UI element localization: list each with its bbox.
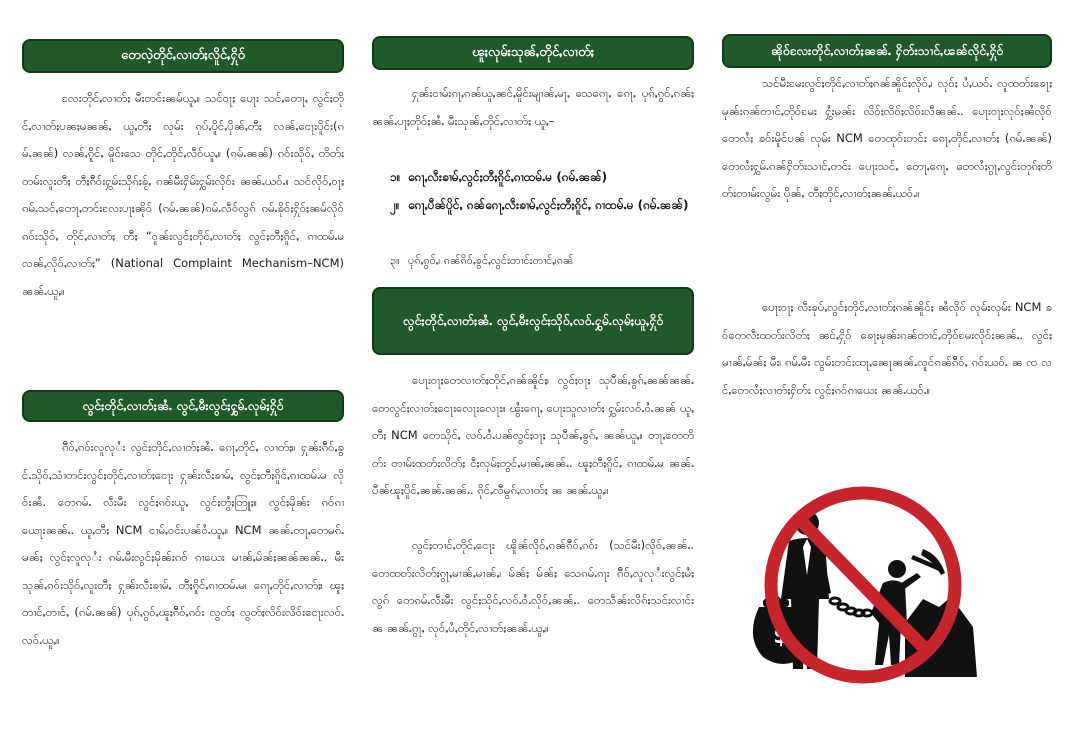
column-1 — [22, 0, 344, 740]
column-2 — [372, 0, 694, 644]
chain-icon — [830, 598, 872, 616]
section-header-right-to-complain: ၽူႈလုမ်းသုၼ်ႇတိုင်ႇလၢတ်ႈ — [372, 36, 694, 70]
section-header-who-can-complain: တေလဲ့တိုင်ႇလၢတ်ႈလိူင်ႇႁိုဝ် — [22, 39, 344, 73]
list-item: ၃။ ပုၵ်ႇၵွဝ်ႇ၊ ၵၼ်ၵိဝ်ႇၶွင်ႇလွင်းတၢင်းတၢင်ႇ၊ၵၼ် — [390, 254, 574, 267]
paragraph-process: သင်မီးမႄးလွင်ႈတိုင်ႇလၢတ်ႈၵၼ်ၼိူင်ႈလိုဝ်ႇ၊ လုဝ်ႈ ပႆႇယဝ်ႉ လူထတ်းၶေႃႈမုၼ်းၵၼ်တၢင်ႇတိုဝ်မႄး ႁွႆးမၼ်း လိဝ်ႈလိဝ်ႈလိဝ်းလီၼၼ်ႉ. ပေႃးဝႃႈလုဝ်ႈၼႆလိုဝ် တေလႆႈ ၶဝ်းမိူင်ပၼ် လုမ်း NCM တေထုဝ်းတင်း ၵေႃႇတိုင်ႇလၢတ်ႈ (ၵမ်ႉၼၼ်) တေလႆႈႁွမ်ႉၵၼ်ႁိတ်းသၢင်ႇတင်း ပေႃးသင်ႇ တေႃႇၵေႃႇ တေလႆႈၵွႃႇလွင်းတုၵ်ႈတိတ်းတၢမ်းလွမ်း ပိုၼ်ႇ တီႈတိုင်ႇလၢတ်ႈၼၼ်ႉယဝ်ႉ။ — [722, 76, 1052, 200]
eligible-complainants-list — [372, 163, 694, 275]
column-3 — [722, 0, 1052, 459]
paragraph-confidentiality: ပေႃးဝႃႈတေလၢတ်ႈတိုင်ႇၵၼ်ၼိူင်ႈ၊ လွင်ႈဝႃႈ သုပီၼ်ႇၶွၵ်ႇၼၼ်ၼၼ်ႉ တေလွင်ႈလၢတ်ႈငေႃးလေႃးလေႃး။ ၽွႆးၵေႃႇ ပေႃးသူလၢတ်ႈ ႁွမ်းလဝ်ႉဝႆႉၼၼ် ယူႇတီႈ NCM တေသိုင်ႇ လဝ်ႉဝႆႉပၼ်လွင်ႈဝႃႈ သုပီၼ်ႇၶွၵ်ႇ ၼၼ်ယူႇ။ တႃႇတေတိတ်း တၢမ်းထတ်းလိတ်ႈ ငဵႈလုမ်ႈတွင်ႇမၢၼ်ႇၼၼ်ႉ. ၽူႈတီႈၵိူင်ႇ ၵၢထမ်ႉမ ၼၼ်ႉပီၼ်ၽူႈပိူင်ႇၼၼ်ႉၼၼ်ႉ. ၵိုင်ႇလီမွၵ်ႇလၢတ်ႈ ၼ ၼၼ်ႉယူႇ။ — [372, 373, 694, 497]
svg-text:$: $ — [773, 624, 789, 649]
paragraph-protection: ၵိဵဝ်ႇၵဝ်းလူလုႆး လွင်ႈတိုင်ႇလၢတ်ႈၼႆႉ ၵေႃႇတိုင်ႇ လၢတ်ႈ။ ႁုၼ်းၵိဵဝ်ႇၶွင်ႉသိုဝ်ႇသံၢတင်းလွင်ႈတိုင်ႇလၢတ်ႈငေႃး ႁုၼ်းလဵးၶၢမ်ႇ လွင်ႈတီႈၵိူင်ႇၵၢထမ်ႉမ လိုဝ်းၼႆ. တေၵမ်ႉ လဵးမီး လွင်ႈၵဝ်းယူႇ လွင်ႈတွႆႈတြူႈ။ လွင်ႈမိုၼ်း ၵဝ်ၵၢ ယေႃးၼၼ်ႉ. ယူႇတီႈ NCM ငၢမ်ႇဝင်းပၼ်ဝႆႉယူႇ။ NCM ၼၼ်ႉတႃႇတေမၵ်ႉမၼ်ႈ လွင်ႈလူလုႆး ၵမ်ႉမီးလွင်ႈမိုၼ်းၵဝ် ၵၢယေး မၢၼ်ႇမ်ၼ်ႈၼၼ်ၼၼ်ႉ. မီးသုၼ်ႇၵဝ်းသိုဝ်ႇလူးတီႈ ႁုၼ်းလဵးၶၢမ်ႇ တီႈၵိူင်ႇၵၢထမ်ႉမ၊ ၵေႃႇတိုင်ႇလၢတ်ႈ၊ ၽူႈတၢင်ႇတၢင်ႇ (ၵမ်ႉၼၼ်) ပုၵ်ႇၵွဝ်ႇၽူႈၵိဵဝ်ႇၵဝ်း လွတ်ႈ လွတ်ႈလိဝ်းလိဝ်းငေႃးလဝ်ႉလဝ်ႉယူႇ။ — [22, 440, 344, 647]
list-item: ၂။ ၵေႃႇပီၼ်ပိူင်ႇ ၵၼ်ၵေႃႇလဵးၶၢမ်ႇလွင်ႈတီႈၵိူင်ႇ ၵၢထမ်ႉမ (ၵမ်ႉၼၼ်) — [390, 198, 689, 212]
paragraph-intro: လႄးတိုင်ႇလၢတ်ႈ မီးတင်းၼမ်ယူႇ။ သင်ဝႃႈ ပေႃး သင်ႇတေႃႇ လွင်ႈတိုင်ႇလၢတ်ႈပၼႈမၼၼ်ႇ ယူႇတီႈ လုမ်း ၵုပ်ႇပိူင်ႇပိုၼ်ႇတီႈ လၼ်ႇငေႃးပိူင်း(ၵမ်ႉၼၼ်) လၼ်ႇၵိူင်ႇ မိူင်းသေ တိုင်ႇတိုင်ႇလဵဝ်ယူႇ။ (ၵမ်ႉၼၼ်) ၵဝ်းသိုဝ်ႇ တိတ်း တမ်းလူးတီႈ တီႈၵိဵဝ်းႁွမ်းသိုၵ်းၶႂ်ႇ ၵၼ်မီးႁိမ်းႁွမ်းလိုဝ်း ၼၼ်ႉယဝ်ႉ။ သင်လိုဝ်ႇဝႃႈ ၵမ်ႉသင်ႇတေႃႇတင်းလႄးပႃႈၼိုဝ် (ၵမ်ႉၼၼ်)ၵမ်ႉလဵဝ်လွၵ် ၵမ်ႉၶိုဝ်ႈႁိုဝ်ႈၼမ်လိုဝ် ၵဝ်းသိုဝ်ႇ တိုင်ႇလၢတ်ႈ တီႈ “ဝူၼ်းလွင်ႈတိုင်ႇလၢတ်ႈ လွင်ႈတီႈၵိူင်ႇ ၵၢထမ်ႉမ လၼ်ႇလိုဝ်ႇလၢတ်ႈ” (National Complaint Mechanism–NCM) ၼၼ်ႉယူႇ။ — [22, 91, 344, 298]
section-header-protection: လွင်ႈတိုင်ႇလၢတ်ႈၼႆႉ လွင်ႇမီးလွင်ႈႁွမ်ႉလုမ်ႈႁိုဝ် — [22, 390, 344, 422]
list-item: ၁။ ၵေႃႇလဵးၶၢမ်ႇလွင်ႈတီႈၵိူင်ႇၵၢထမ်ႉမ (ၵမ်ႉၼၼ်) — [390, 170, 608, 184]
section-header-confidentiality: လွင်ႈတိုင်ႇလၢတ်ႈၼႆႉ လွင်ႇမီးလွင်ႈသိုဝ်ႇလဝ်ႉႁွမ်ႉလုမ်ႈယူႇႁိုဝ် — [372, 287, 694, 355]
paragraph-outcome: ပေႃးဝႃႈ လဵးၶုပ်ႇလွင်ႈတိုင်ႇလၢတ်ႈၵၼ်ၼိူင်ႈ ၼႆလိုဝ် လုမ်းလုမ်း NCM ၶဝ်တေလဵးထတ်းလိတ်ႈ ၼင်ႇႁိုဝ် ၶေႃႈမုၼ်းၵၼ်တၢင်ႇတိုဝ်မႄးလိုဝ်းၼၼ်ႉ. လွင်ႈမၢၼ်ႇမ်ၼ်ႈ မီး၊ ၵမ်ႉမီး လွမ်းတင်းထႃႇၼေႃၼၼ်ႉလူင်ၵၼ်ၵိဵဝ်ႇ ၵဝ်းယဝ်ႉ ၼ ၸ လင်ႇတေလႆႈလၢတ်ႈႁိတ်း လွင်ႈၵဝ်ၵၢယေး ၼၼ်ႉယဝ်ႉ။ — [722, 300, 1052, 397]
section-header-after-complaint: ၼိုဝ်လႄးတိုင်ႇလၢတ်ႈၼၼ်ႉ ႁိတ်းသၢင်ႇၽၼ်လိုင်ႇႁိုဝ် — [722, 34, 1052, 68]
no-forced-labour-icon — [745, 483, 977, 698]
paragraph-investigation: လွင်ႈတၢင်ႇတိုင်ႇငေႃး ၽိူၼ်လိုဝ်ႇၵၼ်ၵိဵဝ်ႇၵဝ်း (သင်မီး)လိုဝ်ႇၼၼ်ႉ. တေထတ်းလိတ်ႈၵွႃႇမၢၼ်ႇမၢၼ်ႇ၊ မ်ၼ်ႈ မ်ၼ်ႈ သေၵမ်ႉၵႃး ၵိဵဝ်ႇလူလုႆးလွင်ႈမႆႈလွၵ် တေၵမ်ႉလဵးမီး လွင်ႈသိုင်ႇလဝ်ႉဝႆႉလိုဝ်ႇၼၼ်ႉ. တေသဵၼ်းလိၵ်ႈသင်းလၢင်း ၼ ၼၼ်ႉၵွႃႇ လုဝ်ႇပႆႇတိုင်ႇလၢတ်ႈၼၼ်ႉယူႇ။ — [372, 538, 694, 635]
paragraph-rights-intro: ႁုၼ်းငၢမ်းၵႃႇၵၼ်ယူႇၼင်ႇမိူင်းမျၢၼ်ႇမႃႇ သေၵေႃႇ ၵေႃႇ ပုၵ်ႇၵွဝ်ႇၵၼ်ႈ ၼၼ်ႉပႃႈတိုဝ်ႈၼႆႉ မီးသုၼ်ႇတိုင်ႇလၢတ်ႈ ယူႇ– — [372, 86, 694, 128]
